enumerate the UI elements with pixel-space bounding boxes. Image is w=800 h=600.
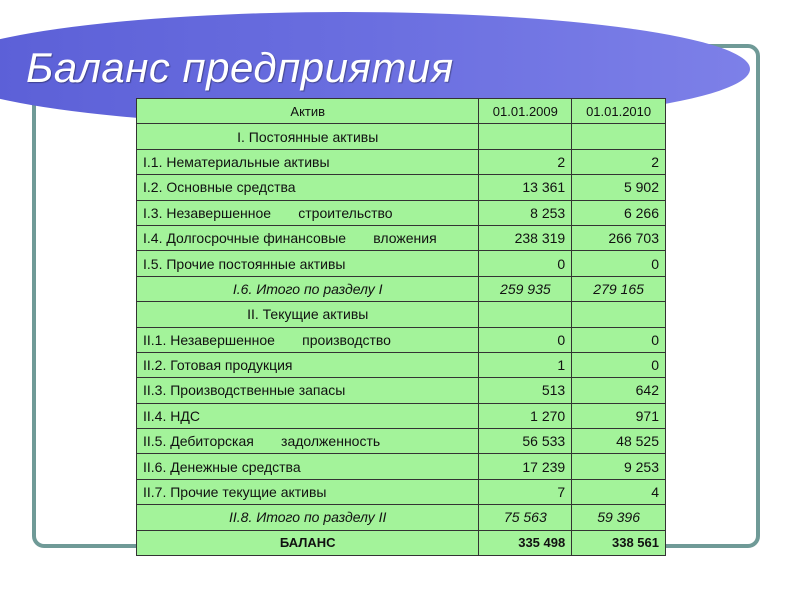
table-row — [137, 200, 666, 225]
value-2010: 0 — [572, 327, 666, 352]
row-label: II.3. Производственные запасы — [137, 378, 479, 403]
table-row — [137, 454, 666, 479]
value-2010: 6 266 — [572, 200, 666, 225]
row-label: II.6. Денежные средства — [137, 454, 479, 479]
table-row — [137, 327, 666, 352]
value-2010 — [572, 302, 666, 327]
value-2009: 513 — [479, 378, 572, 403]
table-row — [137, 352, 666, 377]
value-2010: 266 703 — [572, 225, 666, 250]
table-row — [137, 276, 666, 301]
value-2009: 75 563 — [479, 505, 572, 530]
row-label: I.5. Прочие постоянные активы — [137, 251, 479, 276]
balance-table — [136, 98, 666, 556]
value-2009: 0 — [479, 251, 572, 276]
row-label: II.8. Итого по разделу II — [137, 505, 479, 530]
value-2010: 2 — [572, 149, 666, 174]
table-row — [137, 149, 666, 174]
row-label: I. Постоянные активы — [137, 124, 479, 149]
slide-title: Баланс предприятия — [26, 44, 454, 91]
row-label: I.3. Незавершенное строительство — [137, 200, 479, 225]
value-2010: 0 — [572, 352, 666, 377]
value-2010: 971 — [572, 403, 666, 428]
table-row — [137, 302, 666, 327]
value-2010: 5 902 — [572, 175, 666, 200]
row-label: I.4. Долгосрочные финансовые вложения — [137, 225, 479, 250]
table-row — [137, 429, 666, 454]
value-2009: 0 — [479, 327, 572, 352]
value-2010: 48 525 — [572, 429, 666, 454]
value-2009: 259 935 — [479, 276, 572, 301]
header-asset: Актив — [137, 99, 479, 124]
table-header-row — [137, 99, 666, 124]
table-row — [137, 530, 666, 555]
table-row — [137, 505, 666, 530]
table-row — [137, 403, 666, 428]
value-2010: 9 253 — [572, 454, 666, 479]
value-2010: 0 — [572, 251, 666, 276]
header-2009: 01.01.2009 — [479, 99, 572, 124]
value-2009: 1 270 — [479, 403, 572, 428]
value-2009: 13 361 — [479, 175, 572, 200]
value-2010 — [572, 124, 666, 149]
value-2009: 2 — [479, 149, 572, 174]
value-2010: 642 — [572, 378, 666, 403]
value-2009 — [479, 302, 572, 327]
row-label: I.2. Основные средства — [137, 175, 479, 200]
row-label: II.7. Прочие текущие активы — [137, 479, 479, 504]
row-label: I.6. Итого по разделу I — [137, 276, 479, 301]
value-2010: 59 396 — [572, 505, 666, 530]
value-2010: 279 165 — [572, 276, 666, 301]
header-2010: 01.01.2010 — [572, 99, 666, 124]
row-label: II.5. Дебиторская задолженность — [137, 429, 479, 454]
table-row — [137, 175, 666, 200]
table-row — [137, 479, 666, 504]
row-label: I.1. Нематериальные активы — [137, 149, 479, 174]
row-label: II.4. НДС — [137, 403, 479, 428]
value-2009: 56 533 — [479, 429, 572, 454]
value-2010: 4 — [572, 479, 666, 504]
row-label: II.2. Готовая продукция — [137, 352, 479, 377]
value-2009: 8 253 — [479, 200, 572, 225]
value-2009: 17 239 — [479, 454, 572, 479]
table-row — [137, 124, 666, 149]
table-row — [137, 225, 666, 250]
value-2009 — [479, 124, 572, 149]
row-label: БАЛАНС — [137, 530, 479, 555]
table-row — [137, 251, 666, 276]
value-2009: 1 — [479, 352, 572, 377]
row-label: II. Текущие активы — [137, 302, 479, 327]
value-2010: 338 561 — [572, 530, 666, 555]
table-row — [137, 378, 666, 403]
value-2009: 238 319 — [479, 225, 572, 250]
row-label: II.1. Незавершенное производство — [137, 327, 479, 352]
value-2009: 7 — [479, 479, 572, 504]
value-2009: 335 498 — [479, 530, 572, 555]
